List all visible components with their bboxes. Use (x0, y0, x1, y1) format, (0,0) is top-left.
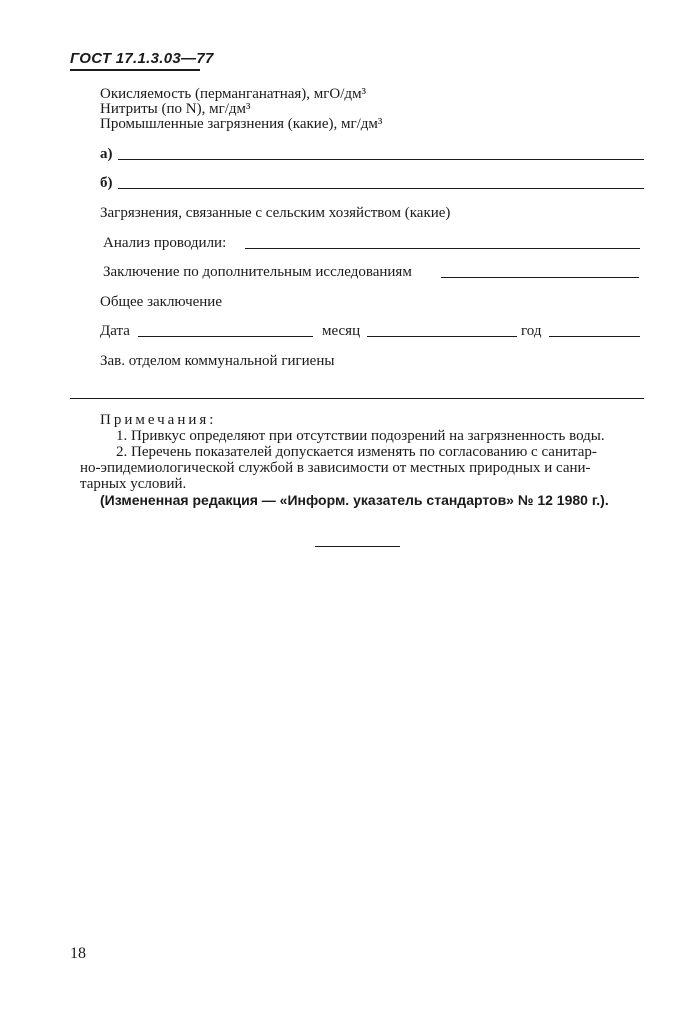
additional-conclusion-label: Заключение по дополнительным исследованиям (103, 264, 412, 280)
page-number: 18 (70, 945, 86, 962)
item-a-field[interactable] (118, 159, 644, 160)
end-rule (315, 546, 400, 547)
analysis-by-label: Анализ проводили: (103, 235, 227, 251)
item-b-label: б) (100, 175, 113, 191)
additional-conclusion-field[interactable] (441, 277, 639, 278)
date-label: Дата (100, 323, 130, 339)
nitrites-label: Нитриты (по N), мг/дм³ (100, 101, 251, 117)
year-field[interactable] (549, 336, 640, 337)
notes-heading: Примечания: (100, 412, 217, 428)
year-label: год (521, 323, 542, 339)
edition-note: (Измененная редакция — «Информ. указатель стандартов» № 12 1980 г.). (100, 492, 609, 508)
general-conclusion-label: Общее заключение (100, 294, 222, 310)
note-1: 1. Привкус определяют при отсутствии подозрений на загрязненность воды. (116, 428, 605, 444)
agricultural-pollution-label: Загрязнения, связанные с сельским хозяйством (какие) (100, 205, 451, 221)
note-2-line-1: 2. Перечень показателей допускается изменять по согласованию с санитар- (116, 444, 597, 460)
analysis-by-field[interactable] (245, 248, 640, 249)
industrial-pollution-label: Промышленные загрязнения (какие), мг/дм³ (100, 116, 383, 132)
item-b-field[interactable] (118, 188, 644, 189)
note-2-line-3: тарных условий. (80, 476, 187, 492)
item-a-label: а) (100, 146, 113, 162)
month-label: месяц (322, 323, 361, 339)
section-divider (70, 398, 644, 399)
oxidizability-label: Окисляемость (перманганатная), мгО/дм³ (100, 86, 367, 102)
note-2-line-2: но-эпидемиологической службой в зависимости от местных природных и сани- (80, 460, 591, 476)
date-field[interactable] (138, 336, 313, 337)
header-underline (70, 69, 200, 71)
head-of-department-label: Зав. отделом коммунальной гигиены (100, 353, 335, 369)
document-code: ГОСТ 17.1.3.03—77 (70, 50, 214, 67)
month-field[interactable] (367, 336, 517, 337)
